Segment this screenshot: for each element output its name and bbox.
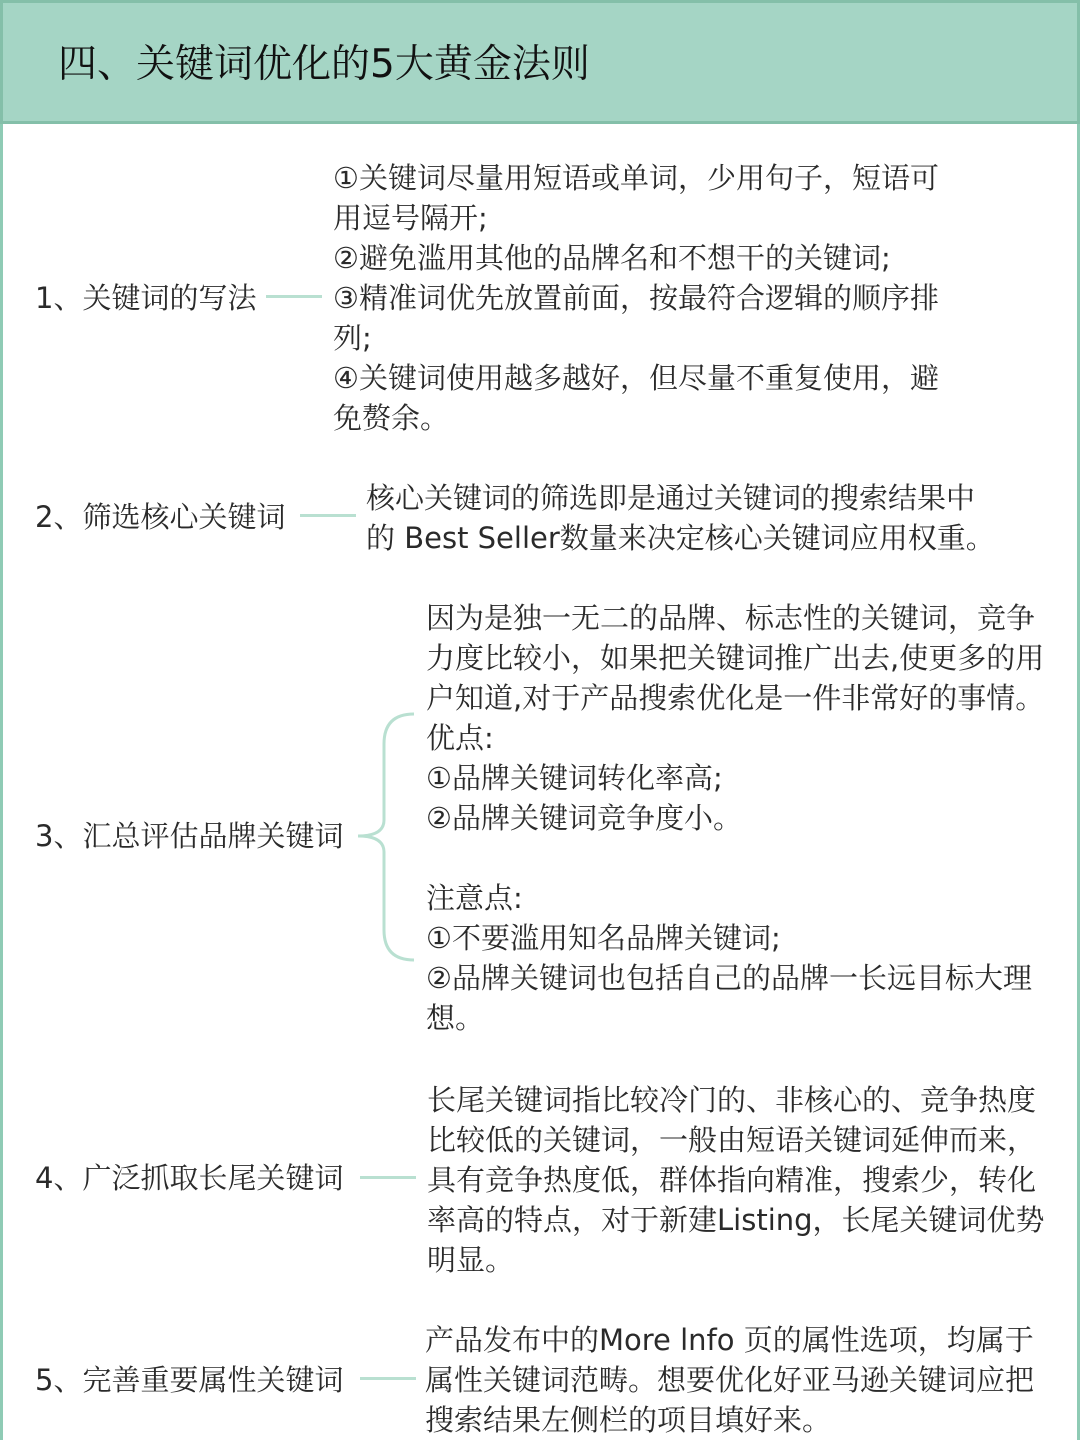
rule-4-label: 4、广泛抓取长尾关键词 [35,1161,344,1195]
rule-5-content [425,1320,1034,1440]
rule-4-line: 长尾关键词指比较冷门的、非核心的、竞争热度 [427,1083,1037,1117]
rule-3-line: ②品牌关键词竞争度小。 [426,801,742,835]
rule-2-line: 的 Best Seller数量来决定核心关键词应用权重。 [366,521,995,555]
page-title: 四、关键词优化的5大黄金法则 [58,42,590,87]
rule-3-line: ①品牌关键词转化率高; [426,761,723,795]
rule-4-connector [360,1176,416,1179]
rule-3-line: ①不要滥用知名品牌关键词; [426,921,781,955]
rule-1-line: ②避免滥用其他的品牌名和不想干的关键词; [333,241,891,275]
rule-1-line: 用逗号隔开; [333,201,488,235]
rule-1-line: 列; [333,321,372,355]
rule-5-connector [360,1377,416,1380]
rule-1-line: ④关键词使用越多越好，但尽量不重复使用，避 [333,361,939,395]
rule-4-line: 率高的特点，对于新建Listing，长尾关键词优势 [427,1203,1045,1237]
rule-3-line: 注意点: [426,881,523,915]
rule-5-label: 5、完善重要属性关键词 [35,1363,344,1397]
rule-4-line: 比较低的关键词，一般由短语关键词延伸而来， [427,1123,1037,1157]
rule-5-line: 产品发布中的More lnfo 页的属性选项，均属于 [425,1323,1034,1357]
rule-1-line: 免赘余。 [333,401,450,435]
rule-5-line: 搜索结果左侧栏的项目填好来。 [425,1403,832,1437]
rule-4-line: 明显。 [427,1243,515,1277]
rule-3-line: 想。 [426,1001,485,1035]
rule-2-content [366,478,995,558]
header-bar [0,0,1080,124]
rule-3-line: 优点: [426,721,494,755]
rule-3-line: 因为是独一无二的品牌、标志性的关键词，竞争 [426,601,1036,635]
rule-2-connector [300,514,356,517]
rule-3-line: 户知道,对于产品搜索优化是一件非常好的事情。 [426,681,1045,715]
rule-3-brace [352,708,422,968]
rule-1-content [333,158,939,438]
rule-3-content [426,598,1044,1038]
rule-2-line: 核心关键词的筛选即是通过关键词的搜索结果中 [366,481,976,515]
rule-1-line: ①关键词尽量用短语或单词，少用句子，短语可 [333,161,939,195]
rule-5-line: 属性关键词范畴。想要优化好亚马逊关键词应把 [425,1363,1035,1397]
rule-3-line [426,838,1044,878]
rule-3-label: 3、汇总评估品牌关键词 [35,819,344,853]
rule-3-line: 力度比较小，如果把关键词推广出去,使更多的用 [426,641,1045,675]
rule-4-line: 具有竞争热度低，群体指向精准，搜索少，转化 [427,1163,1037,1197]
rule-2-label: 2、筛选核心关键词 [35,500,286,534]
rule-4-content [427,1080,1045,1280]
rule-1-connector [266,295,322,298]
rule-1-line: ③精准词优先放置前面，按最符合逻辑的顺序排 [333,281,939,315]
rule-1-label: 1、关键词的写法 [35,281,257,315]
rule-3-line: ②品牌关键词也包括自己的品牌一长远目标大理 [426,961,1032,995]
